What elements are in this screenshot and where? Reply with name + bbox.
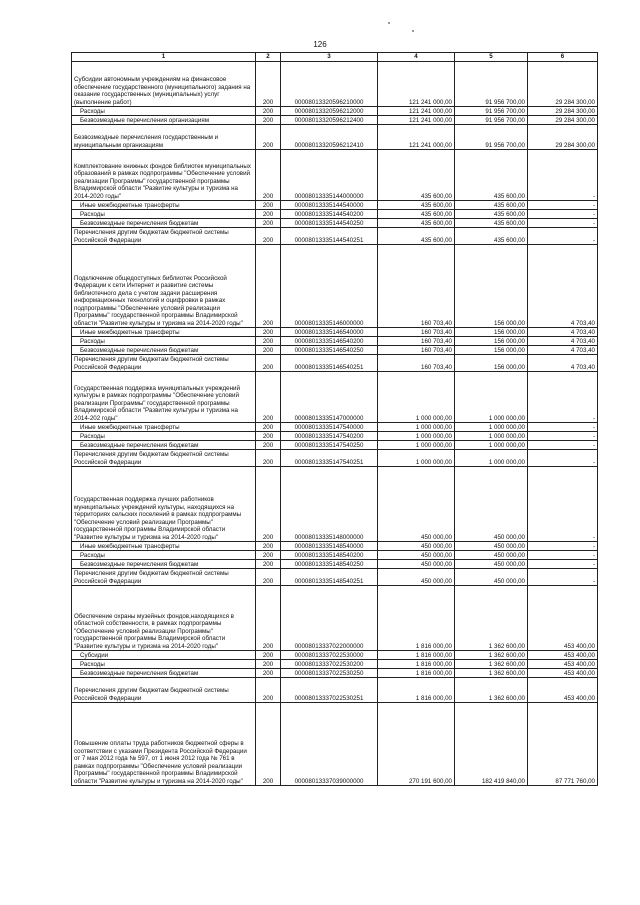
table-row	[72, 346, 598, 355]
row-line-code-cell: 200	[256, 107, 281, 116]
row-value-executed-cell: 156 000,00	[455, 328, 528, 337]
row-value-approved-cell: 1 816 000,00	[378, 651, 455, 660]
row-classification-code-cell: 00008013335147000000	[281, 372, 378, 423]
row-value-remaining-cell: 29 284 300,00	[528, 107, 598, 116]
row-classification-code-cell: 00008013335146540251	[281, 355, 378, 372]
row-classification-code-cell: 00008013335144540200	[281, 210, 378, 219]
row-value-remaining-cell: 453 400,00	[528, 678, 598, 703]
row-value-approved-cell: 1 816 000,00	[378, 669, 455, 678]
table-row	[72, 703, 598, 786]
row-name-cell: Субсидии автономным учреждениям на финансовое обеспечение государственного (муниципального) задания на оказание государственных (муниципальных) услуг (выполнение работ)	[72, 62, 256, 107]
table-row	[72, 150, 598, 201]
table-row	[72, 586, 598, 651]
table-row	[72, 651, 598, 660]
row-line-code-cell: 200	[256, 678, 281, 703]
row-value-remaining-cell: -	[528, 441, 598, 450]
scan-speck	[412, 30, 414, 32]
table-row	[72, 116, 598, 125]
row-classification-code-cell: 00008013337022530250	[281, 669, 378, 678]
row-line-code-cell: 200	[256, 467, 281, 542]
row-name-cell: Расходы	[72, 660, 256, 669]
row-line-code-cell: 200	[256, 62, 281, 107]
row-value-executed-cell: 450 000,00	[455, 467, 528, 542]
row-name-cell: Перечисления другим бюджетам бюджетной системы Российской Федерации	[72, 569, 256, 586]
row-line-code-cell: 200	[256, 542, 281, 551]
table-row	[72, 125, 598, 150]
row-line-code-cell: 200	[256, 372, 281, 423]
row-line-code-cell: 200	[256, 560, 281, 569]
row-value-approved-cell: 160 703,40	[378, 355, 455, 372]
row-value-executed-cell: 182 419 840,00	[455, 703, 528, 786]
row-value-remaining-cell: 4 703,40	[528, 355, 598, 372]
header-cell-3: 3	[281, 53, 378, 62]
row-name-cell: Государственная поддержка лучших работников муниципальных учреждений культуры, находящихся на территориях сельских поселений в рамках подпрограммы "Обеспечение условий реализации Программы" государственной программы Владимирской области "Развитие культуры и туризма на 2014-2020 годы"	[72, 467, 256, 542]
row-value-executed-cell: 435 600,00	[455, 150, 528, 201]
row-value-executed-cell: 435 600,00	[455, 228, 528, 245]
row-value-approved-cell: 160 703,40	[378, 346, 455, 355]
row-classification-code-cell: 00008013320596212400	[281, 116, 378, 125]
row-classification-code-cell: 00008013335148540000	[281, 542, 378, 551]
row-line-code-cell: 200	[256, 337, 281, 346]
row-classification-code-cell: 00008013320596212000	[281, 107, 378, 116]
header-cell-2: 2	[256, 53, 281, 62]
row-value-executed-cell: 1 362 600,00	[455, 651, 528, 660]
row-value-executed-cell: 156 000,00	[455, 337, 528, 346]
row-value-approved-cell: 1 000 000,00	[378, 423, 455, 432]
table-row	[72, 355, 598, 372]
row-name-cell: Перечисления другим бюджетам бюджетной системы Российской Федерации	[72, 678, 256, 703]
row-classification-code-cell: 00008013320596210000	[281, 62, 378, 107]
table-row	[72, 467, 598, 542]
row-value-executed-cell: 1 000 000,00	[455, 432, 528, 441]
row-value-approved-cell: 1 816 000,00	[378, 586, 455, 651]
row-classification-code-cell: 00008013320596212410	[281, 125, 378, 150]
table-row	[72, 669, 598, 678]
row-value-approved-cell: 1 000 000,00	[378, 432, 455, 441]
row-value-remaining-cell: -	[528, 150, 598, 201]
row-value-executed-cell: 450 000,00	[455, 551, 528, 560]
row-value-executed-cell: 450 000,00	[455, 569, 528, 586]
row-classification-code-cell: 00008013335144540251	[281, 228, 378, 245]
header-row	[72, 53, 598, 62]
table-row	[72, 569, 598, 586]
row-classification-code-cell: 00008013335147540250	[281, 441, 378, 450]
row-value-remaining-cell: -	[528, 372, 598, 423]
row-value-remaining-cell: 87 771 760,00	[528, 703, 598, 786]
scan-speck	[388, 22, 390, 24]
row-value-executed-cell: 1 000 000,00	[455, 372, 528, 423]
row-name-cell: Безвозмездные перечисления государственным и муниципальным организациям	[72, 125, 256, 150]
row-line-code-cell: 200	[256, 328, 281, 337]
row-name-cell: Расходы	[72, 337, 256, 346]
row-value-executed-cell: 450 000,00	[455, 542, 528, 551]
row-classification-code-cell: 00008013335146000000	[281, 245, 378, 328]
row-value-executed-cell: 91 956 700,00	[455, 125, 528, 150]
table-row	[72, 245, 598, 328]
table-body	[72, 62, 598, 786]
row-line-code-cell: 200	[256, 219, 281, 228]
row-name-cell: Безвозмездные перечисления бюджетам	[72, 441, 256, 450]
table-row	[72, 328, 598, 337]
row-value-approved-cell: 160 703,40	[378, 328, 455, 337]
row-line-code-cell: 200	[256, 201, 281, 210]
row-classification-code-cell: 00008013337022530200	[281, 660, 378, 669]
row-value-remaining-cell: -	[528, 560, 598, 569]
row-value-approved-cell: 1 000 000,00	[378, 450, 455, 467]
row-value-remaining-cell: 29 284 300,00	[528, 116, 598, 125]
row-value-approved-cell: 121 241 000,00	[378, 125, 455, 150]
row-value-remaining-cell: 4 703,40	[528, 245, 598, 328]
row-value-approved-cell: 435 600,00	[378, 210, 455, 219]
row-value-executed-cell: 435 600,00	[455, 210, 528, 219]
row-value-executed-cell: 1 000 000,00	[455, 423, 528, 432]
row-name-cell: Обеспечение охраны музейных фондов,находящихся в областной собственности, в рамках подпрограммы "Обеспечение условий реализации Программы" государственной программы Владимирской области "Развитие культуры и туризма на 2014-2020 годы"	[72, 586, 256, 651]
row-classification-code-cell: 00008013335146540000	[281, 328, 378, 337]
row-value-approved-cell: 450 000,00	[378, 560, 455, 569]
row-name-cell: Повышение оплаты труда работников бюджетной сферы в соответствии с указами Президента Российской Федерации от 7 мая 2012 года № 597, от 1 июня 2012 года № 761 в рамках подпрограммы "Обеспечение условий реализации Программы" государственной программы Владимирской области "Развитие культуры и туризма на 2014-2020 годы"	[72, 703, 256, 786]
row-classification-code-cell: 00008013335147540000	[281, 423, 378, 432]
row-classification-code-cell: 00008013337039000000	[281, 703, 378, 786]
table-row	[72, 372, 598, 423]
table-row	[72, 210, 598, 219]
row-value-approved-cell: 435 600,00	[378, 219, 455, 228]
row-value-executed-cell: 156 000,00	[455, 355, 528, 372]
row-classification-code-cell: 00008013335144540000	[281, 201, 378, 210]
row-classification-code-cell: 00008013335147540200	[281, 432, 378, 441]
row-line-code-cell: 200	[256, 551, 281, 560]
row-name-cell: Безвозмездные перечисления бюджетам	[72, 346, 256, 355]
row-line-code-cell: 200	[256, 703, 281, 786]
row-classification-code-cell: 00008013335146540200	[281, 337, 378, 346]
row-name-cell: Безвозмездные перечисления организациям	[72, 116, 256, 125]
row-classification-code-cell: 00008013335144000000	[281, 150, 378, 201]
row-line-code-cell: 200	[256, 210, 281, 219]
row-classification-code-cell: 00008013337022530251	[281, 678, 378, 703]
row-line-code-cell: 200	[256, 116, 281, 125]
row-name-cell: Расходы	[72, 210, 256, 219]
table-row	[72, 432, 598, 441]
row-name-cell: Перечисления другим бюджетам бюджетной системы Российской Федерации	[72, 228, 256, 245]
row-name-cell: Государственная поддержка муниципальных учреждений культуры в рамках подпрограммы "Обеспечение условий реализации Программы" государственной программы Владимирской области "Развитие культуры и туризма на 2014-202 годы"	[72, 372, 256, 423]
row-value-approved-cell: 450 000,00	[378, 569, 455, 586]
table-row	[72, 62, 598, 107]
row-value-remaining-cell: -	[528, 219, 598, 228]
row-value-executed-cell: 1 362 600,00	[455, 678, 528, 703]
table-row	[72, 219, 598, 228]
row-value-executed-cell: 1 362 600,00	[455, 660, 528, 669]
row-classification-code-cell: 00008013335148000000	[281, 467, 378, 542]
row-value-approved-cell: 121 241 000,00	[378, 116, 455, 125]
row-value-remaining-cell: -	[528, 542, 598, 551]
table-row	[72, 551, 598, 560]
row-classification-code-cell: 00008013337022000000	[281, 586, 378, 651]
row-name-cell: Подключение общедоступных библиотек Российской Федерации к сети Интернет и развитие системы библиотечного дела с учетом задачи расширения информационных технологий и оцифровки в рамках подпрограммы "Обеспечение условий реализации Программы" государственной программы Владимирской области "Развитие культуры и туризма на 2014-2020 годы"	[72, 245, 256, 328]
row-value-approved-cell: 160 703,40	[378, 245, 455, 328]
header-cell-6: 6	[528, 53, 598, 62]
row-name-cell: Безвозмездные перечисления бюджетам	[72, 560, 256, 569]
row-classification-code-cell: 00008013335146540250	[281, 346, 378, 355]
row-value-remaining-cell: 4 703,40	[528, 337, 598, 346]
row-name-cell: Иные межбюджетные трансферты	[72, 201, 256, 210]
row-value-executed-cell: 91 956 700,00	[455, 62, 528, 107]
row-line-code-cell: 200	[256, 651, 281, 660]
row-value-executed-cell: 1 362 600,00	[455, 669, 528, 678]
row-value-approved-cell: 450 000,00	[378, 542, 455, 551]
header-cell-4: 4	[378, 53, 455, 62]
row-classification-code-cell: 00008013335148540251	[281, 569, 378, 586]
page-number: 126	[313, 40, 327, 49]
row-line-code-cell: 200	[256, 432, 281, 441]
row-name-cell: Комплектование книжных фондов библиотек муниципальных образований в рамках подпрограммы "Обеспечение условий реализации Программы" государственной программы Владимирской области "Развитие культуры и туризма на 2014-2020 годы"	[72, 150, 256, 201]
row-value-executed-cell: 1 362 600,00	[455, 586, 528, 651]
row-classification-code-cell: 00008013335148540200	[281, 551, 378, 560]
table-row	[72, 542, 598, 551]
row-value-approved-cell: 450 000,00	[378, 551, 455, 560]
row-value-approved-cell: 435 600,00	[378, 150, 455, 201]
table-row	[72, 228, 598, 245]
row-line-code-cell: 200	[256, 669, 281, 678]
row-line-code-cell: 200	[256, 441, 281, 450]
budget-table	[71, 52, 598, 786]
row-value-remaining-cell: 4 703,40	[528, 346, 598, 355]
row-name-cell: Безвозмездные перечисления бюджетам	[72, 669, 256, 678]
row-name-cell: Безвозмездные перечисления бюджетам	[72, 219, 256, 228]
row-name-cell: Расходы	[72, 551, 256, 560]
row-line-code-cell: 200	[256, 569, 281, 586]
table-row	[72, 441, 598, 450]
row-value-approved-cell: 435 600,00	[378, 201, 455, 210]
row-line-code-cell: 200	[256, 125, 281, 150]
row-value-remaining-cell: 453 400,00	[528, 660, 598, 669]
row-value-approved-cell: 121 241 000,00	[378, 62, 455, 107]
row-value-executed-cell: 435 600,00	[455, 201, 528, 210]
table-row	[72, 201, 598, 210]
table-row	[72, 450, 598, 467]
row-name-cell: Перечисления другим бюджетам бюджетной системы Российской Федерации	[72, 450, 256, 467]
row-name-cell: Иные межбюджетные трансферты	[72, 423, 256, 432]
table-row	[72, 337, 598, 346]
row-value-approved-cell: 1 816 000,00	[378, 678, 455, 703]
row-line-code-cell: 200	[256, 346, 281, 355]
row-value-approved-cell: 450 000,00	[378, 467, 455, 542]
row-value-executed-cell: 1 000 000,00	[455, 441, 528, 450]
row-value-executed-cell: 91 956 700,00	[455, 116, 528, 125]
row-value-approved-cell: 435 600,00	[378, 228, 455, 245]
row-line-code-cell: 200	[256, 355, 281, 372]
row-value-remaining-cell: -	[528, 569, 598, 586]
row-value-remaining-cell: 453 400,00	[528, 586, 598, 651]
row-value-executed-cell: 156 000,00	[455, 245, 528, 328]
row-name-cell: Перечисления другим бюджетам бюджетной системы Российской Федерации	[72, 355, 256, 372]
row-value-remaining-cell: -	[528, 450, 598, 467]
row-line-code-cell: 200	[256, 450, 281, 467]
row-value-remaining-cell: 453 400,00	[528, 651, 598, 660]
row-value-remaining-cell: -	[528, 423, 598, 432]
row-value-approved-cell: 121 241 000,00	[378, 107, 455, 116]
row-line-code-cell: 200	[256, 660, 281, 669]
row-line-code-cell: 200	[256, 150, 281, 201]
row-classification-code-cell: 00008013335147540251	[281, 450, 378, 467]
row-value-remaining-cell: -	[528, 467, 598, 542]
row-value-executed-cell: 156 000,00	[455, 346, 528, 355]
row-classification-code-cell: 00008013335148540250	[281, 560, 378, 569]
row-value-approved-cell: 1 000 000,00	[378, 372, 455, 423]
table-row	[72, 678, 598, 703]
row-name-cell: Иные межбюджетные трансферты	[72, 542, 256, 551]
row-value-remaining-cell: -	[528, 201, 598, 210]
row-value-approved-cell: 270 191 600,00	[378, 703, 455, 786]
row-classification-code-cell: 00008013337022530000	[281, 651, 378, 660]
header-cell-5: 5	[455, 53, 528, 62]
row-line-code-cell: 200	[256, 245, 281, 328]
row-value-executed-cell: 1 000 000,00	[455, 450, 528, 467]
table-row	[72, 560, 598, 569]
row-name-cell: Иные межбюджетные трансферты	[72, 328, 256, 337]
row-value-remaining-cell: -	[528, 551, 598, 560]
row-line-code-cell: 200	[256, 586, 281, 651]
table-row	[72, 423, 598, 432]
row-value-approved-cell: 160 703,40	[378, 337, 455, 346]
row-value-executed-cell: 435 600,00	[455, 219, 528, 228]
row-value-remaining-cell: 29 284 300,00	[528, 62, 598, 107]
row-classification-code-cell: 00008013335144540250	[281, 219, 378, 228]
row-name-cell: Расходы	[72, 432, 256, 441]
row-line-code-cell: 200	[256, 423, 281, 432]
table-row	[72, 107, 598, 116]
table-row	[72, 660, 598, 669]
row-value-remaining-cell: -	[528, 228, 598, 245]
row-value-executed-cell: 450 000,00	[455, 560, 528, 569]
row-name-cell: Субсидии	[72, 651, 256, 660]
row-line-code-cell: 200	[256, 228, 281, 245]
row-value-remaining-cell: -	[528, 210, 598, 219]
row-value-executed-cell: 91 956 700,00	[455, 107, 528, 116]
row-value-remaining-cell: -	[528, 432, 598, 441]
row-value-approved-cell: 1 816 000,00	[378, 660, 455, 669]
row-value-remaining-cell: 453 400,00	[528, 669, 598, 678]
row-value-approved-cell: 1 000 000,00	[378, 441, 455, 450]
row-value-remaining-cell: 29 284 300,00	[528, 125, 598, 150]
header-cell-1: 1	[72, 53, 256, 62]
row-value-remaining-cell: 4 703,40	[528, 328, 598, 337]
row-name-cell: Расходы	[72, 107, 256, 116]
